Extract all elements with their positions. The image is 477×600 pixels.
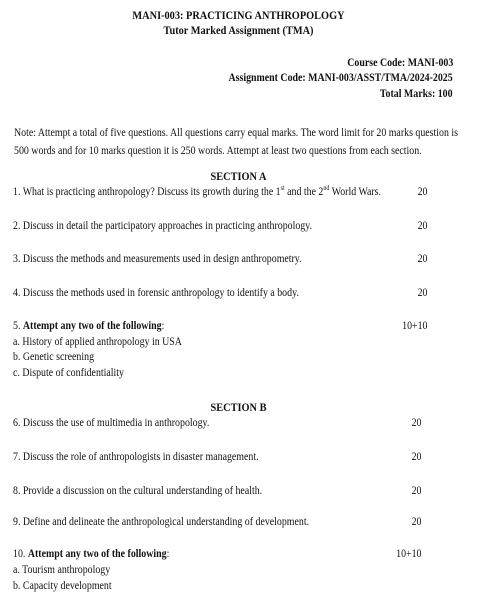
question-7-marks: 20 (411, 451, 421, 463)
question-6-marks: 20 (411, 417, 421, 429)
question-10-colon: : (166, 548, 170, 560)
assignment-code: Assignment Code: MANI-003/ASST/TMA/2024-2025 (228, 72, 453, 84)
question-5-option-a: a. History of applied anthropology in USA (13, 336, 182, 348)
question-10-option-a: a. Tourism anthropology (13, 564, 111, 576)
question-4-marks: 20 (417, 287, 427, 299)
question-1-text-mid: and the 2 (284, 186, 324, 198)
document-title: MANI-003: PRACTICING ANTHROPOLOGY (132, 8, 345, 22)
question-5-instruction: Attempt any two of the following (22, 320, 162, 332)
question-5-option-c: c. Dispute of confidentiality (13, 367, 124, 379)
question-5-number: 5. (13, 320, 23, 332)
question-1-marks: 20 (417, 186, 427, 198)
question-10-number: 10. (13, 548, 28, 560)
question-5-colon: : (161, 320, 165, 332)
question-5-marks: 10+10 (401, 320, 427, 332)
question-10-instruction: Attempt any two of the following (27, 548, 167, 560)
superscript-st: st (280, 184, 285, 193)
section-b-heading: SECTION B (210, 400, 267, 414)
question-6: 6. Discuss the use of multimedia in anthropology. (13, 417, 210, 429)
question-8: 8. Provide a discussion on the cultural understanding of health. (13, 485, 263, 497)
question-10-option-b: b. Capacity development (13, 580, 112, 592)
question-9: 9. Define and delineate the anthropological understanding of development. (13, 516, 310, 528)
question-5-option-b: b. Genetic screening (13, 351, 95, 363)
question-8-marks: 20 (411, 485, 421, 497)
question-5 (13, 320, 164, 332)
question-4: 4. Discuss the methods used in forensic anthropology to identify a body. (13, 287, 299, 299)
question-1 (13, 186, 381, 198)
note-line-1: Note: Attempt a total of five questions. All questions carry equal marks. The word limit for 20 marks question is (14, 127, 458, 139)
instructions-note (14, 124, 461, 160)
question-7: 7. Discuss the role of anthropologists in disaster management. (13, 451, 259, 463)
note-line-2: 500 words and for 10 marks question it is 250 words. Attempt at least two questions from each section. (14, 145, 422, 157)
question-9-marks: 20 (411, 516, 421, 528)
question-2-marks: 20 (417, 220, 427, 232)
total-marks: Total Marks: 100 (380, 88, 453, 100)
question-3-marks: 20 (417, 253, 427, 265)
question-1-text-end: World Wars. (329, 186, 382, 198)
question-10 (13, 548, 169, 560)
course-code: Course Code: MANI-003 (346, 57, 453, 69)
section-a-heading: SECTION A (210, 169, 267, 183)
superscript-nd: nd (323, 184, 330, 193)
document-subtitle: Tutor Marked Assignment (TMA) (163, 23, 314, 37)
question-3: 3. Discuss the methods and measurements used in design anthropometry. (13, 253, 302, 265)
question-10-marks: 10+10 (395, 548, 421, 560)
question-1-text-start: 1. What is practicing anthropology? Discuss its growth during the 1 (13, 186, 281, 198)
question-2: 2. Discuss in detail the participatory approaches in practicing anthropology. (13, 220, 312, 232)
